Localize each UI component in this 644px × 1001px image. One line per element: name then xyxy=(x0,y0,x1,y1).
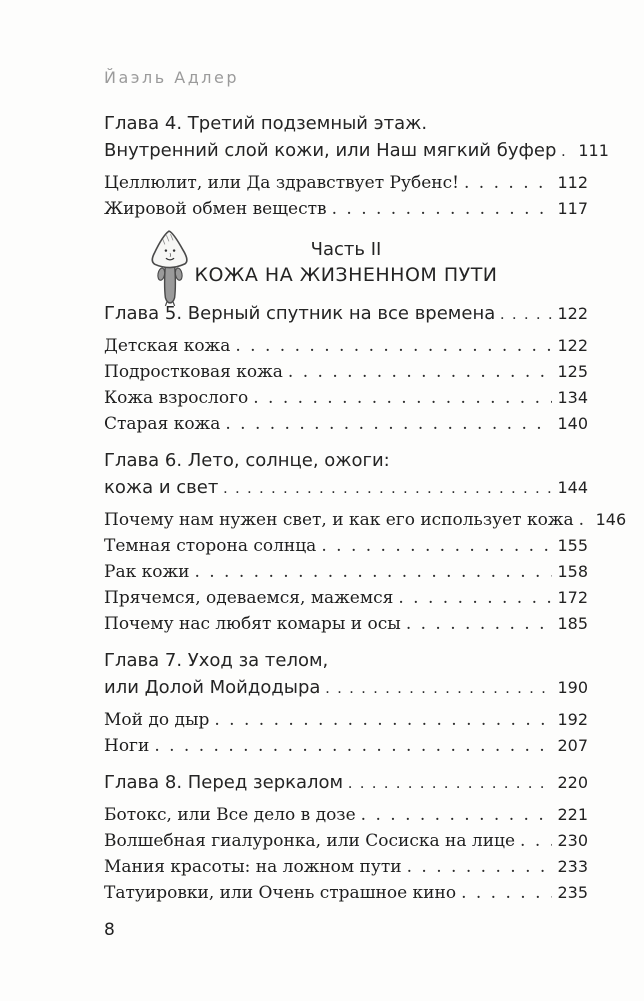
page-number: 221 xyxy=(557,805,588,824)
chapter-title-line2: или Долой Мойдодыра xyxy=(104,677,321,698)
chapter-title-line2: кожа и свет xyxy=(104,477,219,498)
dot-leader xyxy=(579,507,591,533)
toc-row xyxy=(104,733,588,759)
toc-row xyxy=(104,611,588,637)
toc-row xyxy=(104,359,588,385)
chapter-title-line1: Глава 7. Уход за телом, xyxy=(104,650,329,671)
chapter-title-line2: Внутренний слой кожи, или Наш мягкий буфер xyxy=(104,140,557,161)
dot-leader xyxy=(406,611,553,637)
running-header-author: Йаэль Адлер xyxy=(104,68,240,87)
toc-row xyxy=(104,585,588,611)
toc-row xyxy=(104,507,627,533)
dot-leader xyxy=(321,533,552,559)
dot-leader xyxy=(520,828,552,854)
page-number: 122 xyxy=(557,304,588,323)
dot-leader xyxy=(253,385,552,411)
dot-leader xyxy=(194,559,552,585)
toc-row xyxy=(104,707,588,733)
page-number: 125 xyxy=(557,362,588,381)
toc-chapter-entry xyxy=(104,447,588,502)
page-number: 111 xyxy=(578,141,609,160)
page-number: 172 xyxy=(557,588,588,607)
entry-title: Мания красоты: на ложном пути xyxy=(104,857,402,877)
toc-row xyxy=(104,559,588,585)
toc-row xyxy=(104,137,609,165)
dot-leader xyxy=(154,733,552,759)
entry-title: Темная сторона солнца xyxy=(104,536,317,556)
toc-row xyxy=(104,333,588,359)
dot-leader xyxy=(348,770,552,797)
dot-leader xyxy=(223,475,552,502)
dot-leader xyxy=(332,196,553,222)
page-number: 207 xyxy=(557,736,588,755)
folio-page-number: 8 xyxy=(104,920,115,940)
part-divider xyxy=(104,234,588,288)
mushroom-character-icon xyxy=(138,226,202,308)
entry-title: Ботокс, или Все дело в дозе xyxy=(104,805,356,825)
entry-title: Кожа взрослого xyxy=(104,388,249,408)
toc-chapter-entry xyxy=(104,769,588,797)
entry-title: Ноги xyxy=(104,736,150,756)
dot-leader xyxy=(288,359,553,385)
toc-row xyxy=(104,385,588,411)
page-number: 185 xyxy=(557,614,588,633)
toc-row xyxy=(104,533,588,559)
entry-title: Почему нас любят комары и осы xyxy=(104,614,401,634)
dot-leader xyxy=(500,301,552,328)
dot-leader xyxy=(361,802,553,828)
dot-leader xyxy=(398,585,552,611)
page-number: 134 xyxy=(557,388,588,407)
page-number: 190 xyxy=(557,678,588,697)
entry-title: Почему нам нужен свет, и как его использует кожа xyxy=(104,510,574,530)
page-number: 155 xyxy=(557,536,588,555)
dot-leader xyxy=(325,675,552,702)
toc-row xyxy=(104,674,588,702)
entry-title: Рак кожи xyxy=(104,562,190,582)
entry-title: Мой до дыр xyxy=(104,710,210,730)
entry-title: Целлюлит, или Да здравствует Рубенс! xyxy=(104,173,459,193)
dot-leader xyxy=(407,854,553,880)
toc-row xyxy=(104,474,588,502)
part-label: Часть II xyxy=(310,239,382,260)
page-number: 140 xyxy=(557,414,588,433)
page-number: 230 xyxy=(557,831,588,850)
chapter-title-line1: Глава 4. Третий подземный этаж. xyxy=(104,113,428,134)
page-number: 122 xyxy=(557,336,588,355)
entry-title: Жировой обмен веществ xyxy=(104,199,327,219)
page-number: 112 xyxy=(557,173,588,192)
toc-chapter-entry xyxy=(104,110,609,165)
entry-title: Татуировки, или Очень страшное кино xyxy=(104,883,457,903)
entry-title: Подростковая кожа xyxy=(104,362,283,382)
page-number: 158 xyxy=(557,562,588,581)
dot-leader xyxy=(214,707,552,733)
chapter-title: Глава 5. Верный спутник на все времена xyxy=(104,303,496,324)
entry-title: Прячемся, одеваемся, мажемся xyxy=(104,588,394,608)
page-number: 235 xyxy=(557,883,588,902)
page-number: 146 xyxy=(595,510,627,529)
dot-leader xyxy=(561,138,573,165)
dot-leader xyxy=(461,880,552,906)
toc-row xyxy=(104,411,588,437)
page-number: 233 xyxy=(557,857,588,876)
entry-title: Волшебная гиалуронка, или Сосиска на лице xyxy=(104,831,516,851)
toc-row xyxy=(104,170,588,196)
page-number: 220 xyxy=(557,773,588,792)
page-number: 192 xyxy=(557,710,588,729)
entry-title: Детская кожа xyxy=(104,336,231,356)
toc-chapter-entry xyxy=(104,647,588,702)
chapter-title: Глава 8. Перед зеркалом xyxy=(104,772,344,793)
chapter-title-line1: Глава 6. Лето, солнце, ожоги: xyxy=(104,450,390,471)
toc-row xyxy=(104,196,588,222)
dot-leader xyxy=(235,333,552,359)
dot-leader xyxy=(225,411,552,437)
toc-row xyxy=(104,769,588,797)
page-number: 117 xyxy=(557,199,588,218)
page-number: 144 xyxy=(557,478,588,497)
entry-title: Старая кожа xyxy=(104,414,221,434)
dot-leader xyxy=(464,170,552,196)
toc-row xyxy=(104,854,588,880)
toc-row xyxy=(104,880,588,906)
toc-row xyxy=(104,828,588,854)
part-title: КОЖА НА ЖИЗНЕННОМ ПУТИ xyxy=(194,264,498,286)
toc-row xyxy=(104,802,588,828)
